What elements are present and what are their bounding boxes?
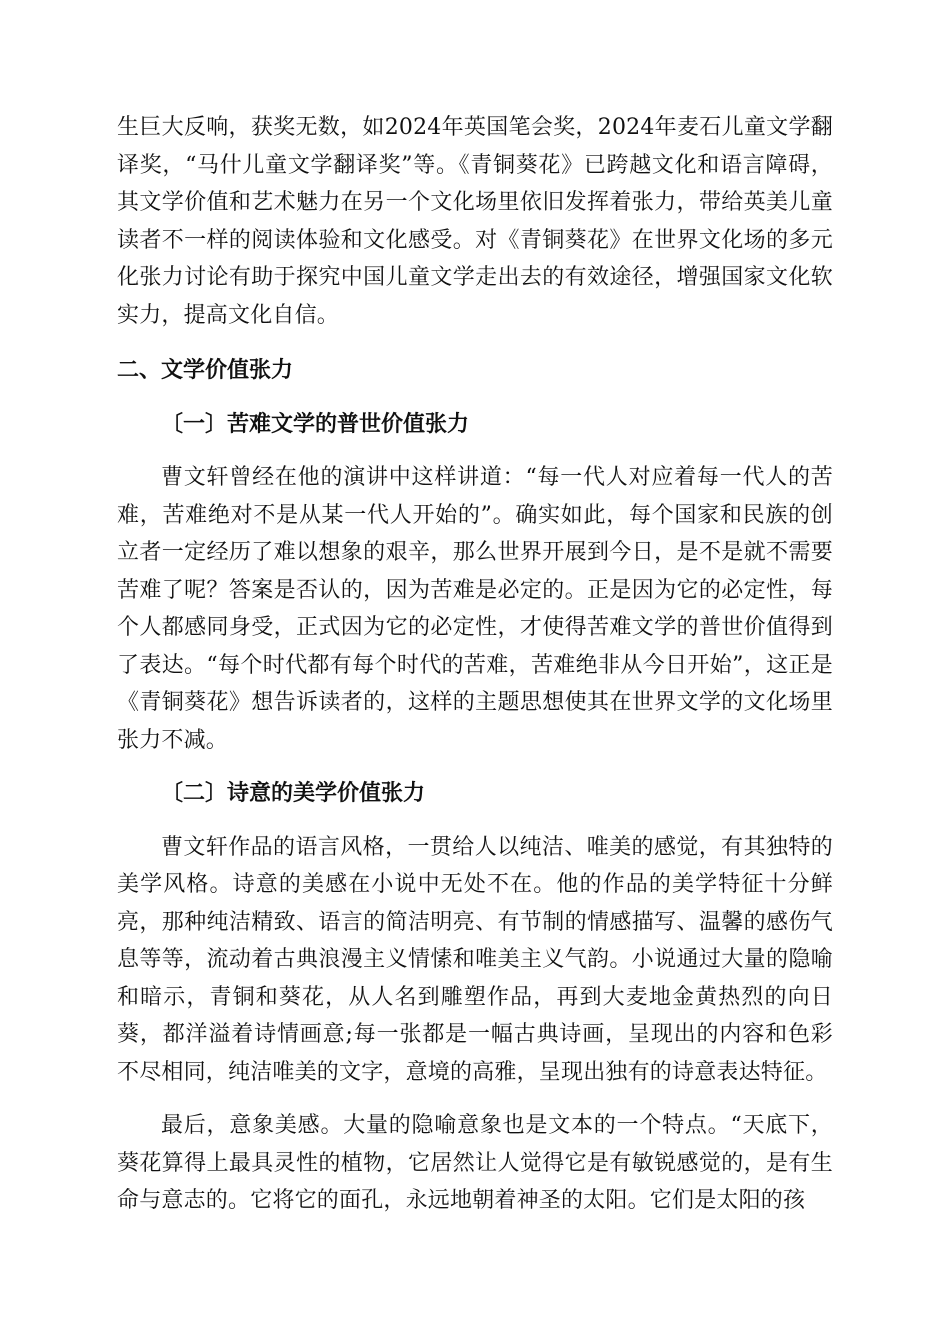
paragraph-imagery: 最后，意象美感。大量的隐喻意象也是文本的一个特点。“天底下，葵花算得上最具灵性的植物，它居然让人觉得它是有敏锐感觉的，是有生命与意志的。它将它的面孔，永远地朝着神圣的太阳。它们是太阳的孩 (117, 1113, 833, 1213)
subheading-suffering-literature: 〔一〕苦难文学的普世价值张力 (161, 410, 470, 437)
section-heading-literary-value: 二、文学价值张力 (117, 358, 294, 383)
paragraph-intro: 生巨大反响，获奖无数，如2024年英国笔会奖，2024年麦石儿童文学翻译奖，“马什儿童文学翻译奖”等。《青铜葵花》已跨越文化和语言障碍，其文学价值和艺术魅力在另一个文化场里依旧发挥着张力，带给英美儿童读者不一样的阅读体验和文化感受。对《青铜葵花》在世界文化场的多元化张力讨论有助于探究中国儿童文学走出去的有效途径，增强国家文化软实力，提高文化自信。 (117, 115, 833, 328)
subheading-poetic-aesthetics: 〔二〕诗意的美学价值张力 (161, 780, 426, 806)
paragraph-poetic-aesthetics: 曹文轩作品的语言风格，一贯给人以纯洁、唯美的感觉，有其独特的美学风格。诗意的美感在小说中无处不在。他的作品的美学特征十分鲜亮，那种纯洁精致、语言的简洁明亮、有节制的情感描写、温馨的感伤气息等等，流动着古典浪漫主义情愫和唯美主义气韵。小说通过大量的隐喻和暗示，青铜和葵花，从人名到雕塑作品，再到大麦地金黄热烈的向日葵，都洋溢着诗情画意;每一张都是一幅古典诗画，呈现出的内容和色彩不尽相同，纯洁唯美的文字，意境的高雅，呈现出独有的诗意表达特征。 (117, 834, 833, 1085)
paragraph-suffering-literature: 曹文轩曾经在他的演讲中这样讲道：“每一代人对应着每一代人的苦难，苦难绝对不是从某一代人开始的”。确实如此，每个国家和民族的创立者一定经历了难以想象的艰辛，那么世界开展到今日，是不是就不需要苦难了呢？答案是否认的，因为苦难是必定的。正是因为它的必定性，每个人都感同身受，正式因为它的必定性，才使得苦难文学的普世价值得到了表达。“每个时代都有每个时代的苦难，苦难绝非从今日开始”，这正是《青铜葵花》想告诉读者的，这样的主题思想使其在世界文学的文化场里张力不减。 (117, 465, 833, 753)
document-page (117, 109, 833, 1220)
